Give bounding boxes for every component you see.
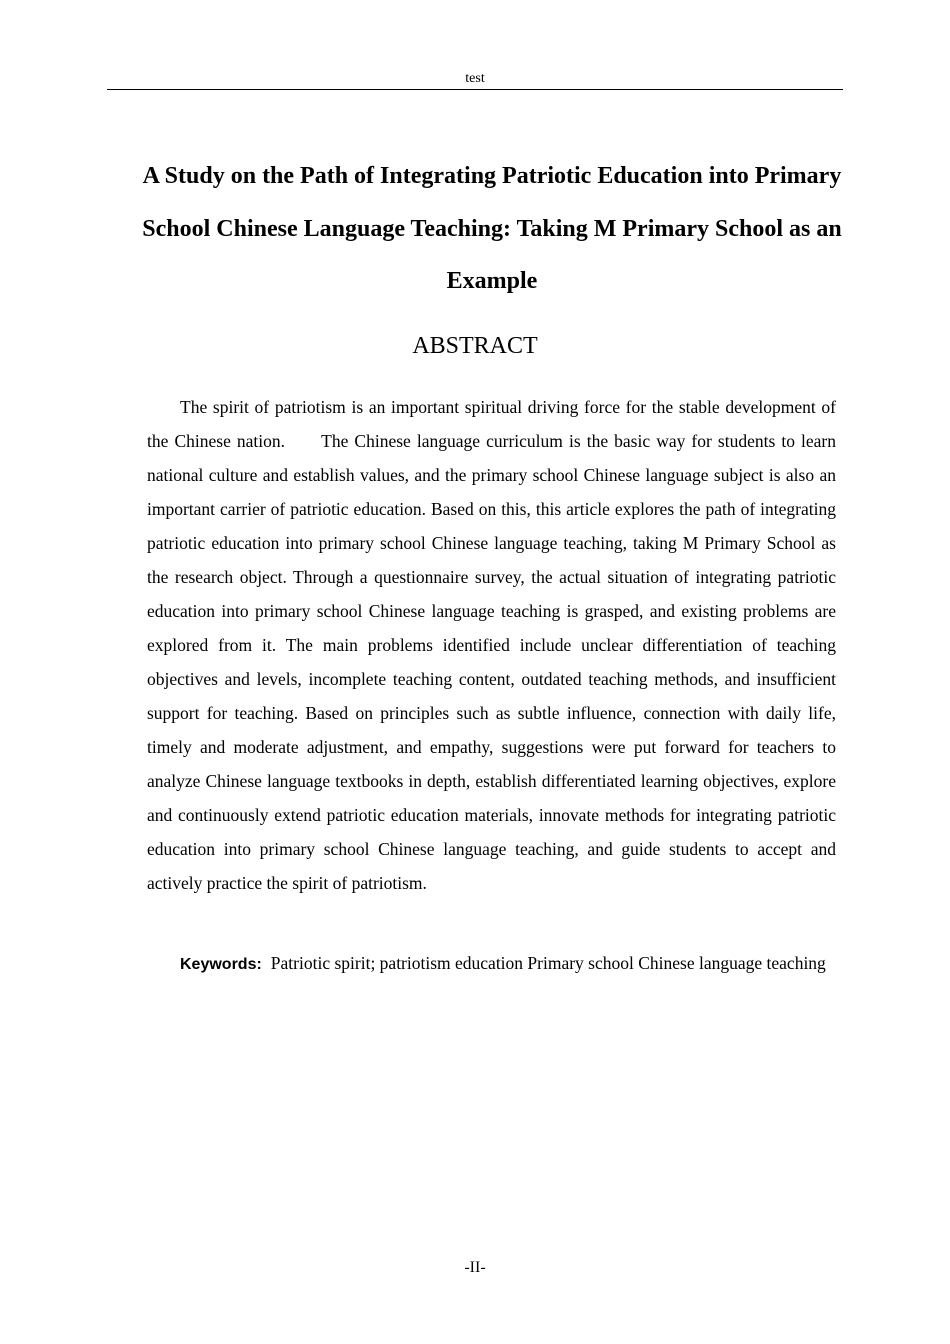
abstract-heading: ABSTRACT [412, 333, 538, 359]
running-header: test [465, 71, 485, 86]
keywords-label: Keywords: [180, 956, 262, 973]
keywords-text: Patriotic spirit; patriotism education Primary school Chinese language teaching [270, 953, 826, 973]
document-title: A Study on the Path of Integrating Patriotic Education into Primary School Chinese Language Teaching: Taking M Primary School as an Example [142, 163, 842, 294]
keywords-paragraph [147, 946, 836, 982]
page-number: -II- [464, 1259, 486, 1276]
header-divider [107, 89, 843, 90]
abstract-paragraph: The spirit of patriotism is an important spiritual driving force for the stable development of the Chinese nation. The Chinese language curriculum is the basic way for students to learn national culture and establish values, and the primary school Chinese language subject is also an important carrier of patriotic education. Based on this, this article explores the path of integrating patriotic education into primary school Chinese language teaching, taking M Primary School as the research object. Through a questionnaire survey, the actual situation of integrating patriotic education into primary school Chinese language teaching is grasped, and existing problems are explored from it. The main problems identified include unclear differentiation of teaching objectives and levels, incomplete teaching content, outdated teaching methods, and insufficient support for teaching. Based on principles such as subtle influence, connection with daily life, timely and moderate adjustment, and empathy, suggestions were put forward for teachers to analyze Chinese language textbooks in depth, establish differentiated learning objectives, explore and continuously extend patriotic education materials, innovate methods for integrating patriotic education into primary school Chinese language teaching, and guide students to accept and actively practice the spirit of patriotism. [147, 397, 836, 893]
